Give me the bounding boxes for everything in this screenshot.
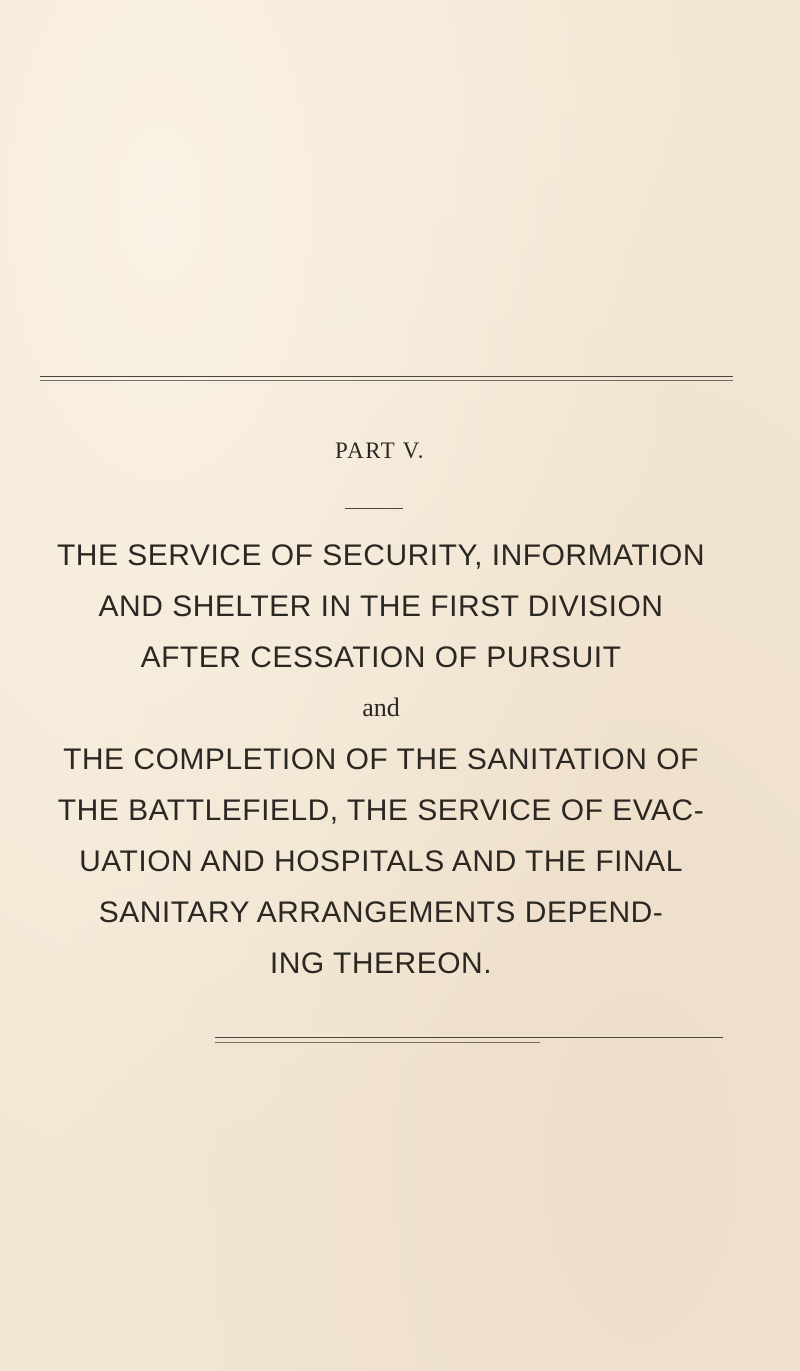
title-line: SANITARY ARRANGEMENTS DEPEND- [98,896,664,929]
title-second-section [0,734,762,989]
part-heading: PART V. [334,438,426,463]
title-line: ING THEREON. [269,947,493,980]
top-double-rule-upper [40,376,733,377]
title-line: THE SERVICE OF SECURITY, INFORMATION [56,539,706,572]
title-line: UATION AND HOSPITALS AND THE FINAL [79,845,683,878]
conjunction-and: and [362,693,400,722]
title-line: THE BATTLEFIELD, THE SERVICE OF EVAC- [57,794,705,827]
top-double-rule-lower [40,380,733,381]
bottom-double-rule-lower [215,1042,540,1043]
title-first-section [0,530,762,683]
bottom-double-rule-upper [215,1037,723,1038]
short-divider-rule [345,508,403,509]
title-line: THE COMPLETION OF THE SANITATION OF [63,743,699,776]
title-line: AND SHELTER IN THE FIRST DIVISION [98,590,664,623]
title-line: AFTER CESSATION OF PURSUIT [140,641,622,674]
